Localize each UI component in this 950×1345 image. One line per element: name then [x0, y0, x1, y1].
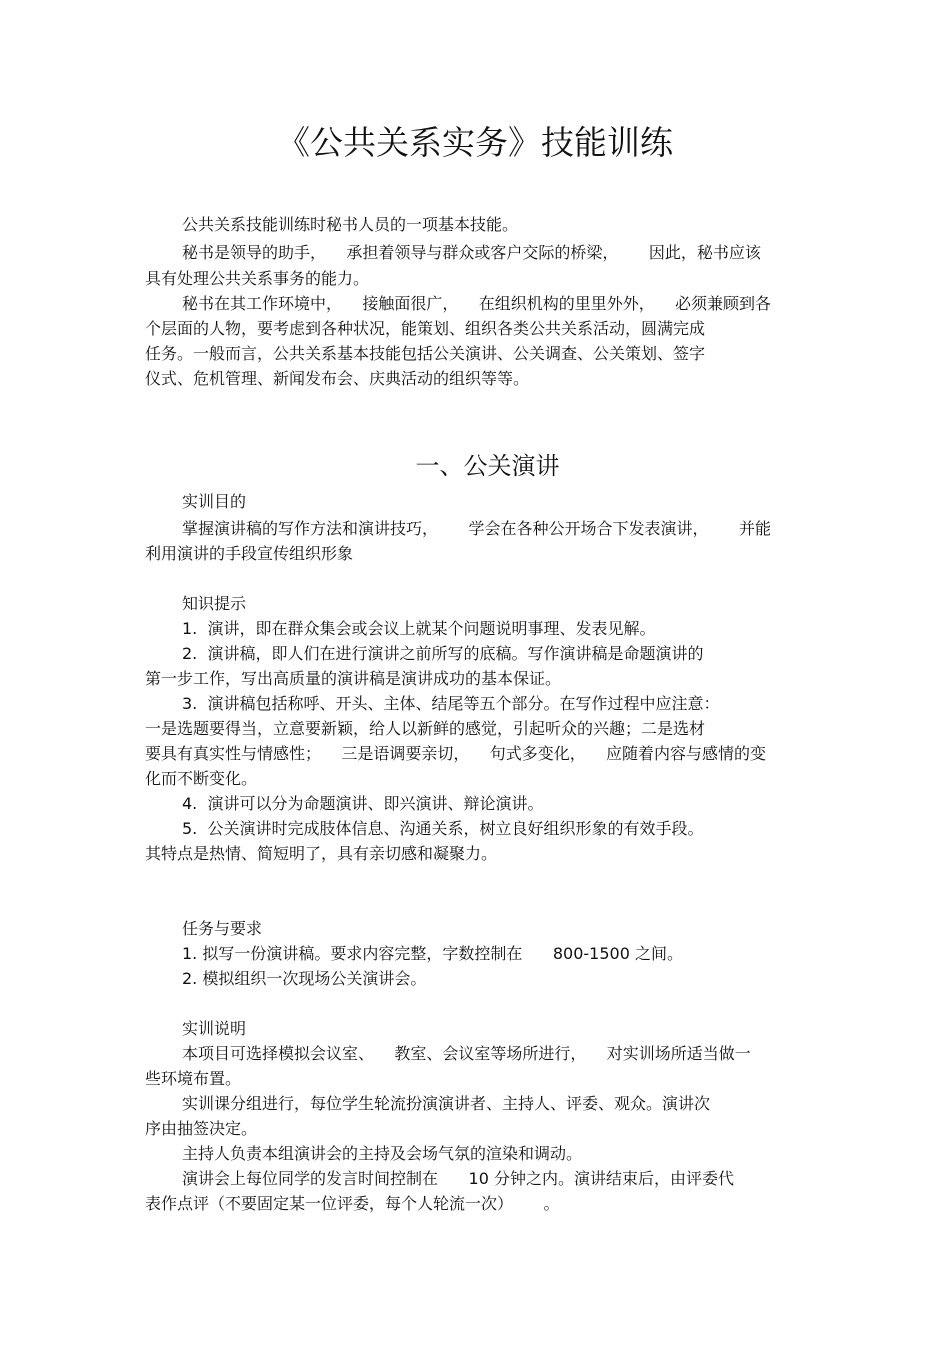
knowledge-line: 化而不断变化。 [145, 769, 258, 788]
objective-line: 掌握演讲稿的写作方法和演讲技巧， 学会在各种公开场合下发表演讲， 并能 [182, 519, 772, 538]
document-title: 《公共关系实务》技能训练 [277, 123, 673, 162]
notes-line: 表作点评（不要固定某一位评委，每个人轮流一次） 。 [145, 1194, 560, 1213]
notes-line: 些环境布置。 [145, 1069, 242, 1088]
intro-line: 秘书是领导的助手， 承担着领导与群众或客户交际的桥梁， 因此，秘书应该 [182, 243, 761, 262]
knowledge-line: 其特点是热情、简短明了，具有亲切感和凝聚力。 [145, 844, 498, 863]
intro-line: 秘书在其工作环境中， 接触面很广， 在组织机构的里里外外， 必须兼顾到各 [182, 294, 772, 313]
intro-line: 任务。一般而言，公共关系基本技能包括公关演讲、公关调查、公关策划、签字 [145, 344, 706, 363]
notes-line: 主持人负责本组演讲会的主持及会场气氛的渲染和调动。 [182, 1144, 583, 1163]
intro-line: 个层面的人物，要考虑到各种状况，能策划、组织各类公共关系活动，圆满完成 [145, 319, 706, 338]
knowledge-line: 第一步工作，写出高质量的演讲稿是演讲成功的基本保证。 [145, 669, 562, 688]
notes-line: 实训课分组进行，每位学生轮流扮演演讲者、主持人、评委、观众。演讲次 [182, 1094, 711, 1113]
knowledge-line: 4. 演讲可以分为命题演讲、即兴演讲、辩论演讲。 [182, 794, 544, 813]
knowledge-line: 5. 公关演讲时完成肢体信息、沟通关系，树立良好组织形象的有效手段。 [182, 819, 704, 838]
knowledge-line: 一是选题要得当，立意要新颖，给人以新鲜的感觉，引起听众的兴趣；二是选材 [145, 719, 706, 738]
knowledge-line: 1. 演讲，即在群众集会或会议上就某个问题说明事理、发表见解。 [182, 619, 656, 638]
knowledge-line: 3. 演讲稿包括称呼、开头、主体、结尾等五个部分。在写作过程中应注意： [182, 694, 720, 713]
knowledge-line: 要具有真实性与情感性； 三是语调要亲切， 句式多变化， 应随着内容与感情的变 [145, 744, 767, 763]
notes-line: 序由抽签决定。 [145, 1119, 258, 1138]
intro-line: 仪式、危机管理、新闻发布会、庆典活动的组织等等。 [145, 369, 530, 388]
section-heading-tasks: 任务与要求 [182, 919, 263, 938]
intro-line: 公共关系技能训练时秘书人员的一项基本技能。 [182, 215, 519, 234]
intro-line: 具有处理公共关系事务的能力。 [145, 269, 370, 288]
section-heading-notes: 实训说明 [182, 1019, 247, 1038]
section-heading-knowledge: 知识提示 [182, 594, 247, 613]
objective-line: 利用演讲的手段宣传组织形象 [145, 544, 354, 563]
section-title: 一、公关演讲 [415, 452, 560, 480]
knowledge-line: 2. 演讲稿，即人们在进行演讲之前所写的底稿。写作演讲稿是命题演讲的 [182, 644, 704, 663]
task-line: 1. 拟写一份演讲稿。要求内容完整，字数控制在 800-1500 之间。 [182, 944, 683, 963]
notes-line: 演讲会上每位同学的发言时间控制在 10 分钟之内。演讲结束后，由评委代 [182, 1169, 734, 1188]
section-heading-objective: 实训目的 [182, 492, 247, 511]
notes-line: 本项目可选择模拟会议室、 教室、会议室等场所进行， 对实训场所适当做一 [182, 1044, 751, 1063]
task-line: 2. 模拟组织一次现场公关演讲会。 [182, 969, 427, 988]
